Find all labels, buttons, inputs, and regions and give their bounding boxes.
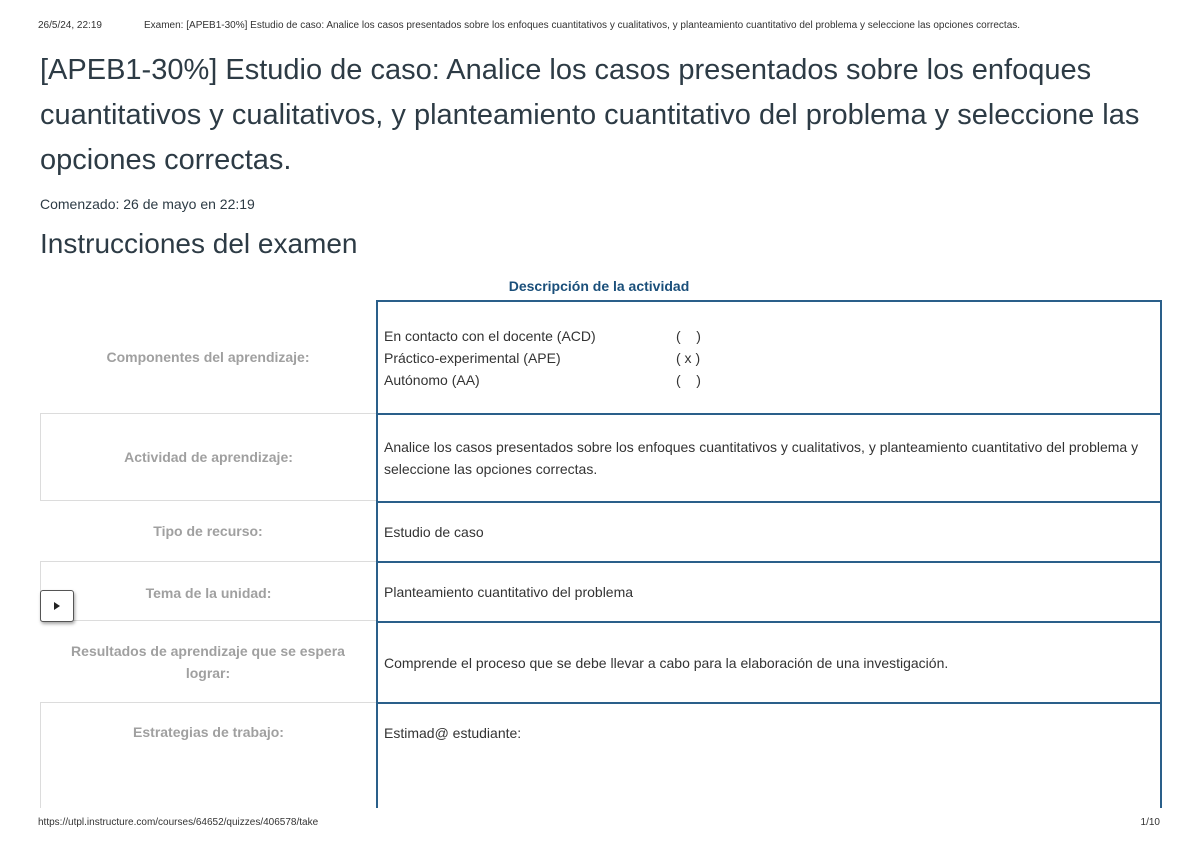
row-value: Comprende el proceso que se debe llevar a cabo para la elaboración de una investigación. xyxy=(376,621,1162,702)
row-value-componentes xyxy=(376,300,1162,413)
instructions-heading: Instrucciones del examen xyxy=(40,228,358,259)
table-row-estrategias xyxy=(40,702,1162,808)
row-value: Analice los casos presentados sobre los enfoques cuantitativos y cualitativos, y planteamiento cuantitativo del problema y seleccione las opciones correctas. xyxy=(376,413,1162,501)
print-page-title: Examen: [APEB1-30%] Estudio de caso: Analice los casos presentados sobre los enfoques cuantitativos y cualitativos, y planteamiento cuantitativo del problema y seleccione las opciones correctas. xyxy=(144,20,1021,31)
table-row-tipo-recurso xyxy=(40,501,1162,561)
play-button[interactable] xyxy=(40,590,74,622)
print-url: https://utpl.instructure.com/courses/64652/quizzes/406578/take xyxy=(38,817,319,828)
print-header xyxy=(38,20,1160,31)
row-label: Resultados de aprendizaje que se espera lograr: xyxy=(71,642,345,681)
table-row-resultados xyxy=(40,621,1162,702)
started-timestamp: Comenzado: 26 de mayo en 22:19 xyxy=(40,196,255,212)
row-value: Planteamiento cuantitativo del problema xyxy=(376,561,1162,621)
table-row-componentes xyxy=(40,300,1162,413)
print-footer xyxy=(38,817,1160,828)
row-label: Estrategias de trabajo: xyxy=(40,702,376,808)
row-label: Componentes del aprendizaje: xyxy=(106,348,310,365)
print-date: 26/5/24, 22:19 xyxy=(38,20,102,31)
row-label: Actividad de aprendizaje: xyxy=(40,413,376,501)
component-acd: En contacto con el docente (ACD) ( ) xyxy=(384,327,701,344)
row-label: Tema de la unidad: xyxy=(40,561,376,621)
play-triangle-icon xyxy=(53,602,61,610)
quiz-title: [APEB1-30%] Estudio de caso: Analice los casos presentados sobre los enfoques cuantitativos y cualitativos, y planteamiento cuantitativo del problema y seleccione las opciones correctas. xyxy=(40,54,1140,176)
component-ape: Práctico-experimental (APE) ( x ) xyxy=(384,349,701,366)
print-page-number: 1/10 xyxy=(1140,817,1160,828)
row-label: Tipo de recurso: xyxy=(153,523,263,539)
row-value: Estudio de caso xyxy=(376,501,1162,561)
row-value: Estimad@ estudiante: xyxy=(376,702,1162,808)
component-aa: Autónomo (AA) ( ) xyxy=(384,371,701,388)
table-row-tema xyxy=(40,561,1162,621)
table-caption: Descripción de la actividad xyxy=(508,278,690,294)
table-row-actividad xyxy=(40,413,1162,501)
